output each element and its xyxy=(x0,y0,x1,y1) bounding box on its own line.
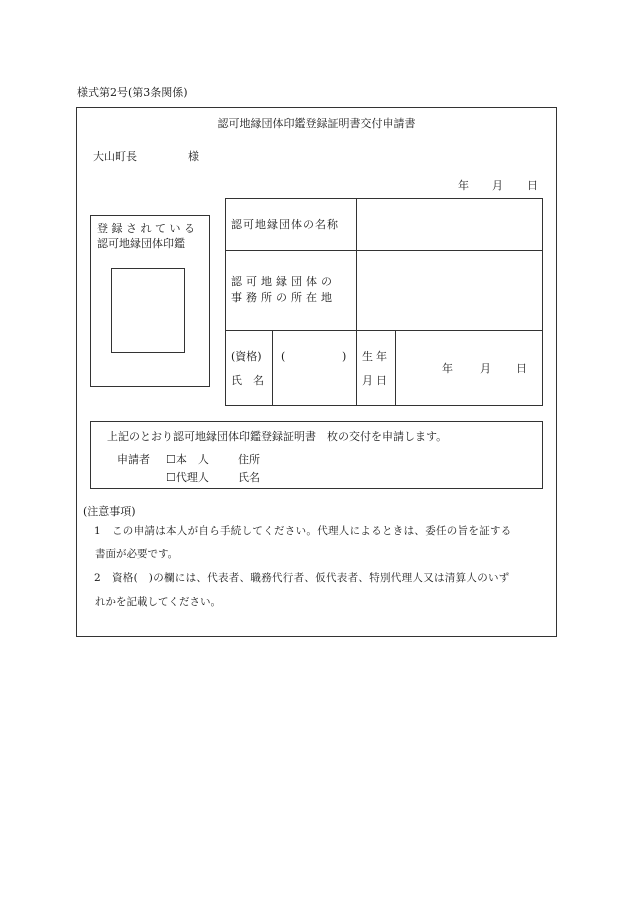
form-title: 認可地縁団体印鑑登録証明書交付申請書 xyxy=(217,117,416,130)
seal-label-line1: 登録されている xyxy=(97,222,199,235)
addressee-name: 大山町長 xyxy=(93,150,137,163)
applicant-option-self[interactable]: ☐本 人 xyxy=(166,453,209,466)
application-statement: 上記のとおり認可地縁団体印鑑登録証明書 枚の交付を申請します。 xyxy=(107,430,448,443)
status-field[interactable] xyxy=(289,348,339,364)
office-address-field[interactable] xyxy=(360,254,540,326)
info-table-divider xyxy=(225,250,543,251)
applicant-name-label: 氏名 xyxy=(238,471,260,484)
birthdate-year: 年 xyxy=(442,362,453,375)
note-2-number: 2 xyxy=(94,572,101,584)
seal-label-line2: 認可地縁団体印鑑 xyxy=(97,237,185,250)
status-paren-close: ) xyxy=(342,350,347,363)
applicant-option-agent[interactable]: ☐代理人 xyxy=(166,471,209,484)
status-label: (資格) xyxy=(231,350,262,363)
info-table-divider xyxy=(395,330,396,406)
info-table-divider xyxy=(356,198,357,330)
info-table-divider xyxy=(356,330,357,406)
org-name-field[interactable] xyxy=(360,202,540,246)
representative-name-field[interactable] xyxy=(276,370,353,390)
note-2-line2: れかを記載してください。 xyxy=(95,596,221,608)
status-paren-open: ( xyxy=(281,350,286,363)
birthdate-label-line2: 月日 xyxy=(362,374,390,387)
office-address-label-line2: 事務所の所在地 xyxy=(231,291,336,304)
form-number: 様式第2号(第3条関係) xyxy=(77,86,188,99)
date-day: 日 xyxy=(527,179,538,192)
birthdate-label-line1: 生年 xyxy=(362,350,390,363)
date-month: 月 xyxy=(492,179,503,192)
note-2-line1: 資格( )の欄には、代表者、職務代行者、仮代表者、特別代理人又は清算人のいず xyxy=(112,572,510,584)
applicant-label: 申請者 xyxy=(117,453,150,466)
seal-impression-area[interactable] xyxy=(111,268,185,353)
office-address-label-line1: 認可地縁団体の xyxy=(231,275,336,288)
note-1-line1: この申請は本人が自ら手続してください。代理人によるときは、委任の旨を証する xyxy=(112,525,512,537)
date-year: 年 xyxy=(458,179,469,192)
representative-name-label: 氏 名 xyxy=(231,374,264,387)
note-1-number: 1 xyxy=(94,525,101,537)
applicant-address-label: 住所 xyxy=(238,453,260,466)
note-1-line2: 書面が必要です。 xyxy=(95,548,179,560)
info-table-divider xyxy=(272,330,273,406)
addressee-honorific: 様 xyxy=(188,150,199,163)
org-name-label: 認可地縁団体の名称 xyxy=(231,218,339,231)
birthdate-month: 月 xyxy=(480,362,491,375)
birthdate-day: 日 xyxy=(516,362,527,375)
notes-heading: (注意事項) xyxy=(83,505,136,518)
